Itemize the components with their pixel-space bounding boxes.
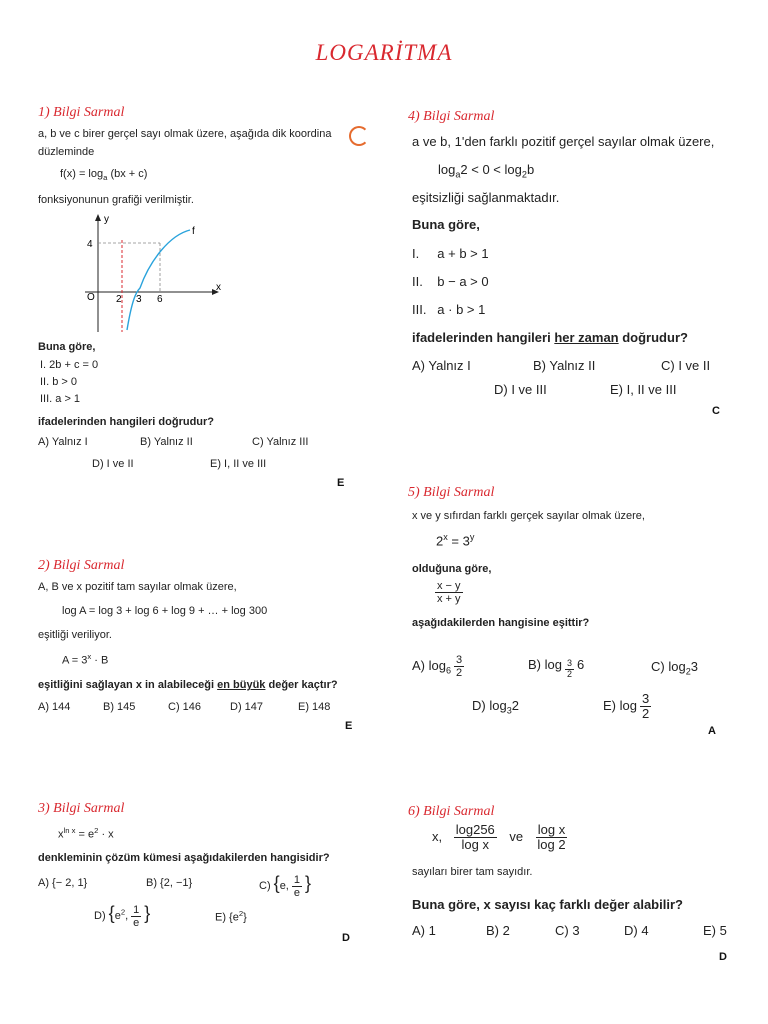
- q3-heading: 3) Bilgi Sarmal: [38, 801, 125, 816]
- q4-option-d[interactable]: D) I ve III: [494, 382, 547, 397]
- q3-option-b[interactable]: B) {2, −1}: [146, 877, 193, 889]
- q5-answer: A: [708, 725, 716, 737]
- q1-heading: 1) Bilgi Sarmal: [38, 105, 125, 120]
- q4-option-c[interactable]: C) I ve II: [661, 358, 711, 373]
- q5-olduguna: olduğuna göre,: [412, 563, 492, 575]
- q4-line2: eşitsizliği sağlanmaktadır.: [412, 190, 560, 205]
- q3-equation: $x^{ln x} = e^2 \cdot x$: [58, 826, 114, 841]
- q6-option-d[interactable]: D) 4: [624, 923, 649, 938]
- q1-graph: [80, 210, 230, 335]
- q4-ask: ifadelerinden hangileri her zaman doğrudur?: [412, 330, 688, 345]
- q5-line1: x ve y sıfırdan farklı gerçek sayılar olmak üzere,: [412, 510, 645, 522]
- q1-line3: fonksiyonunun grafiği verilmiştir.: [38, 194, 194, 206]
- q6-expression: x, $\frac{\log 256}{\text{log x}}$ ve $\frac{\text{log x}}{\log 2}$: [432, 822, 566, 853]
- q3-option-d[interactable]: D) {$e^2$, $\frac{1}{e}$ }: [94, 903, 151, 929]
- q1-buna: Buna göre,: [38, 341, 96, 353]
- q2-option-b[interactable]: B) 145: [103, 701, 136, 713]
- q6-option-c[interactable]: C) 3: [555, 923, 580, 938]
- q1-item-2: II. b > 0: [40, 376, 77, 388]
- q4-buna: Buna göre,: [412, 217, 480, 232]
- q4-inequality: $\log_a2 < 0 < \log_2b$: [438, 162, 535, 180]
- q6-heading: 6) Bilgi Sarmal: [408, 804, 495, 819]
- q2-line2: eşitliği veriliyor.: [38, 629, 112, 641]
- q4-option-b[interactable]: B) Yalnız II: [533, 358, 596, 373]
- graph-label-f: f: [192, 226, 195, 237]
- q5-equation: $2^x = 3^y$: [436, 532, 475, 549]
- q1-item-1: I. 2b + c = 0: [40, 359, 99, 371]
- q2-option-d[interactable]: D) 147: [230, 701, 264, 713]
- q4-item-3: III. a · b > 1: [412, 302, 486, 317]
- graph-label-y: y: [104, 214, 109, 225]
- q1-option-d[interactable]: D) I ve II: [92, 458, 134, 470]
- q5-ask: aşağıdakilerden hangisine eşittir?: [412, 617, 590, 629]
- q3-option-c[interactable]: C) {e, $\frac{1}{e}$ }: [259, 873, 312, 899]
- q5-fraction: $\frac{x - y}{x + y}$: [437, 580, 461, 606]
- q3-answer: D: [342, 932, 350, 944]
- q1-option-c[interactable]: C) Yalnız III: [252, 436, 309, 448]
- graph-label-6: 6: [157, 294, 163, 305]
- q6-answer: D: [719, 951, 727, 963]
- q1-function: $f(x) = \log_a (bx + c)$: [60, 168, 148, 183]
- q2-eq1: log A = log 3 + log 6 + log 9 + … + log 300: [62, 605, 268, 617]
- q6-option-a[interactable]: A) 1: [412, 923, 436, 938]
- q1-line2: düzleminde: [38, 146, 95, 158]
- q4-option-a[interactable]: A) Yalnız I: [412, 358, 471, 373]
- graph-label-2: 2: [116, 294, 122, 305]
- loading-icon: [349, 126, 369, 146]
- q4-answer: C: [712, 405, 720, 417]
- q2-heading: 2) Bilgi Sarmal: [38, 558, 125, 573]
- q5-option-a[interactable]: A) $\log_6$ $\frac{3}{2}$: [412, 654, 463, 680]
- q4-item-2: II. b − a > 0: [412, 274, 489, 289]
- q1-line1: a, b ve c birer gerçel sayı olmak üzere, aşağıda dik koordina: [38, 128, 332, 140]
- q6-option-e[interactable]: E) 5: [703, 923, 727, 938]
- q4-heading: 4) Bilgi Sarmal: [408, 109, 495, 124]
- graph-label-3: 3: [136, 294, 142, 305]
- q2-line1: A, B ve x pozitif tam sayılar olmak üzere,: [38, 581, 237, 593]
- q4-option-e[interactable]: E) I, II ve III: [610, 382, 677, 397]
- q4-line1: a ve b, 1'den farklı pozitif gerçel sayılar olmak üzere,: [412, 134, 715, 149]
- q6-line1: sayıları birer tam sayıdır.: [412, 866, 533, 878]
- q1-ask: ifadelerinden hangileri doğrudur?: [38, 416, 215, 428]
- q1-answer: E: [337, 477, 345, 489]
- q2-option-c[interactable]: C) 146: [168, 701, 202, 713]
- q2-answer: E: [345, 720, 353, 732]
- graph-label-4: 4: [87, 239, 93, 250]
- q1-option-e[interactable]: E) I, II ve III: [210, 458, 267, 470]
- q3-ask: denkleminin çözüm kümesi aşağıdakilerden hangisidir?: [38, 852, 330, 864]
- graph-label-x: x: [216, 282, 221, 293]
- q6-ask: Buna göre, x sayısı kaç farklı değer alabilir?: [412, 897, 683, 912]
- log-curve: [127, 230, 190, 330]
- q3-option-a[interactable]: A) {− 2, 1}: [38, 877, 88, 889]
- y-axis-arrow: [95, 214, 101, 221]
- q1-option-a[interactable]: A) Yalnız I: [38, 436, 88, 448]
- page-title: LOGARİTMA: [315, 40, 453, 65]
- q5-option-e[interactable]: E) log $\frac{3}{2}$: [603, 691, 650, 722]
- q4-item-1: I. a + b > 1: [412, 246, 489, 261]
- q1-option-b[interactable]: B) Yalnız II: [140, 436, 193, 448]
- q1-item-3: III. a > 1: [40, 393, 81, 405]
- q5-heading: 5) Bilgi Sarmal: [408, 485, 495, 500]
- q2-ask: eşitliğini sağlayan x in alabileceği en büyük değer kaçtır?: [38, 679, 338, 691]
- q2-option-e[interactable]: E) 148: [298, 701, 331, 713]
- q6-option-b[interactable]: B) 2: [486, 923, 510, 938]
- q3-option-e[interactable]: E) $\{e^2\}$: [215, 909, 247, 924]
- q5-option-b[interactable]: B) log $\frac{3}{2}$ 6: [528, 657, 585, 679]
- graph-label-origin: O: [87, 292, 95, 303]
- q5-option-d[interactable]: D) $\log_32$: [472, 698, 519, 716]
- q2-eq2: $A = 3^x \cdot B$: [62, 652, 109, 667]
- q2-option-a[interactable]: A) 144: [38, 701, 71, 713]
- q5-option-c[interactable]: C) $\log_23$: [651, 659, 698, 677]
